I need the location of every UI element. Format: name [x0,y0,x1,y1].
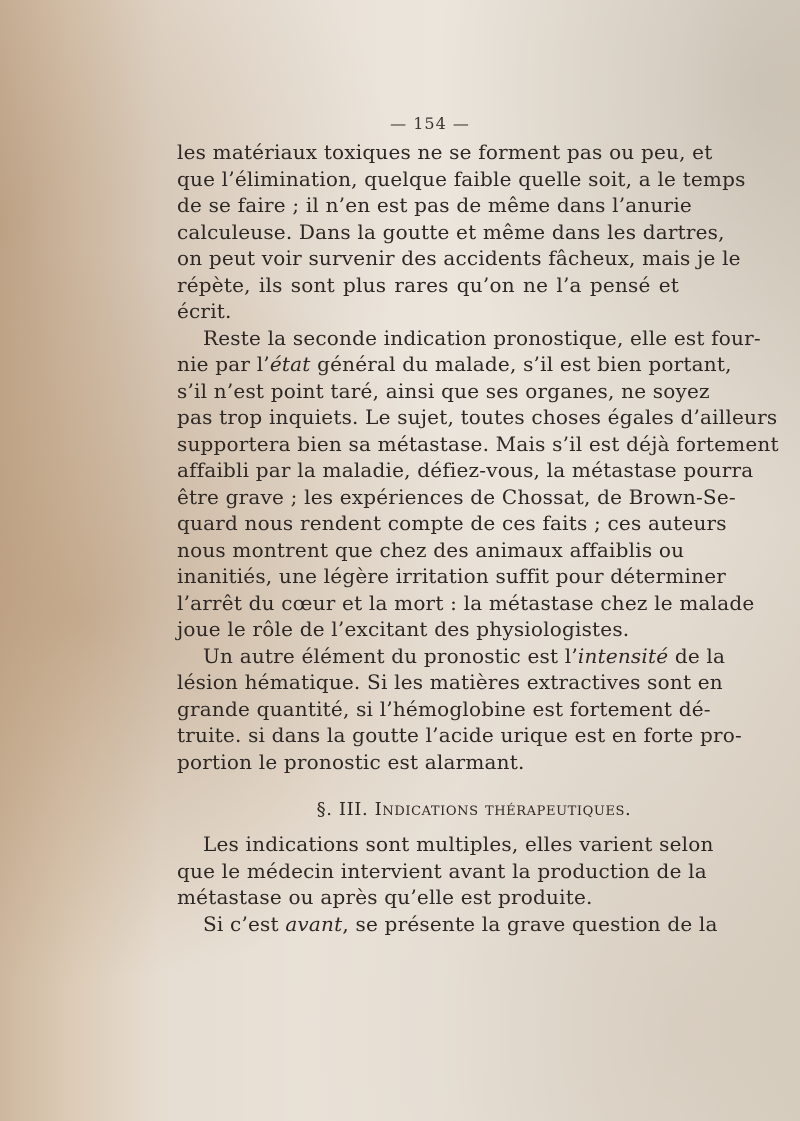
text-fragment: de la [668,643,726,668]
text-line: être grave ; les expériences de Chossat, de Brown-Se- [177,484,736,509]
section-heading [177,793,679,827]
text-line: calculeuse. Dans la goutte et même dans les dartres, [177,219,725,244]
text-line: que l’élimination, quelque faible quelle soit, a le temps [177,166,746,191]
text-fragment: nie par l’ [177,352,270,376]
text-line: quard nous rendent compte de ces faits ; ces auteurs [177,511,727,535]
text-line: pas trop inquiets. Le sujet, toutes choses égales d’ailleurs [177,405,778,429]
text-fragment: Si c’est [203,911,286,936]
text-line [177,351,732,378]
italic-word: avant [285,911,343,936]
section-number: §. III. [316,799,375,820]
text-line: de se faire ; il n’en est pas de même dans l’anurie [177,193,692,217]
text-line: répète, ils sont plus rares qu’on ne l’a pensé et [177,272,679,297]
text-line: les matériaux toxiques ne se forment pas ou peu, et [177,140,713,164]
page-number: — 154 — [390,114,470,133]
section-title: Indications thérapeutiques. [374,799,632,820]
text-line: joue le rôle de l’excitant des physiologistes. [177,617,630,641]
text-line: truite. si dans la goutte l’acide urique est en forte pro- [177,723,742,747]
text-line: métastase ou après qu’elle est produite. [177,885,593,909]
text-line: écrit. [177,299,232,323]
text-line [177,911,718,938]
text-line: portion le pronostic est alarmant. [177,749,525,774]
text-fragment: Un autre élément du pronostic est l’ [203,643,578,668]
text-line: supportera bien sa métastase. Mais s’il est déjà fortement [177,431,779,456]
text-line: que le médecin intervient avant la production de la [177,858,707,883]
text-line: grande quantité, si l’hémoglobine est fortement dé- [177,696,711,721]
italic-word: intensité [577,643,669,668]
text-line: l’arrêt du cœur et la mort : la métastase chez le malade [177,590,755,615]
text-line: lésion hématique. Si les matières extractives sont en [177,670,723,694]
text-fragment: général du malade, s’il est bien portant, [310,352,732,376]
text-line: affaibli par la maladie, défiez-vous, la métastase pourra [177,458,754,482]
italic-word: état [269,352,311,376]
text-line: s’il n’est point taré, ainsi que ses organes, ne soyez [177,378,710,403]
text-line: Les indications sont multiples, elles varient selon [203,832,714,856]
body-text [177,139,779,937]
text-line: inanitiés, une légère irritation suffit pour déterminer [177,564,726,588]
text-line: Reste la seconde indication pronostique, elle est four- [203,325,761,350]
text-fragment: , se présente la grave question de la [342,911,718,936]
spacer [177,775,679,793]
text-line: on peut voir survenir des accidents fâcheux, mais je le [177,246,741,270]
text-line: nous montrent que chez des animaux affaiblis ou [177,537,685,562]
text-line [177,643,726,670]
